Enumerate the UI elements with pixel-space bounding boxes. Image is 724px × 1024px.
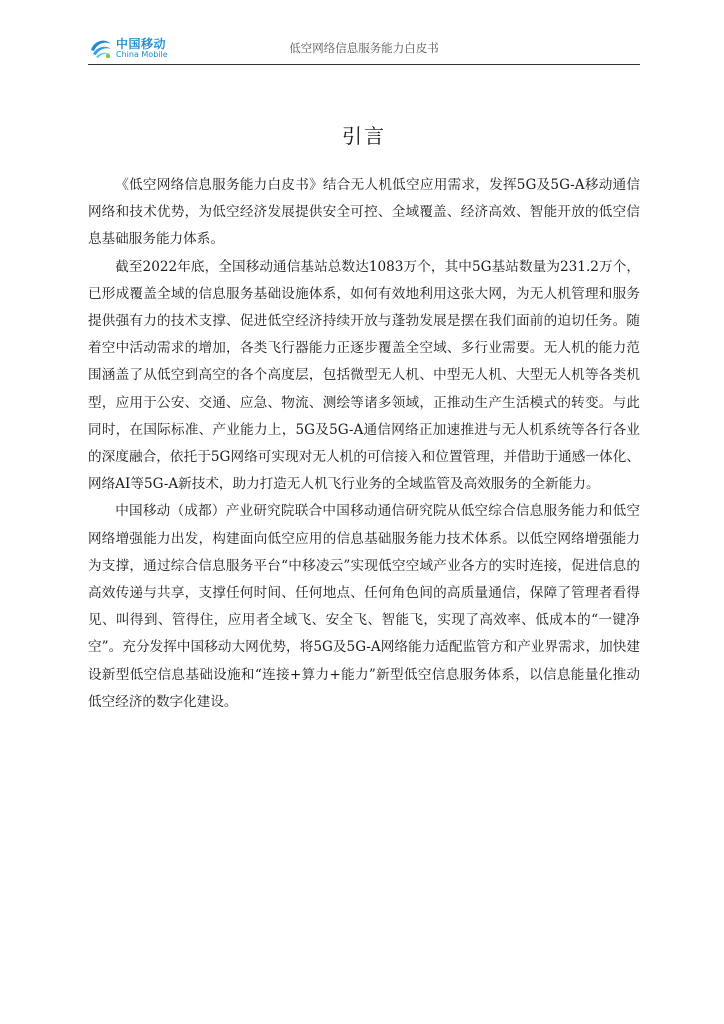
paragraph: 中国移动（成都）产业研究院联合中国移动通信研究院从低空综合信息服务能力和低空网络增强能力出发，构建面向低空应用的信息基础服务能力技术体系。以低空网络增强能力为支撑，通过综合信息服务平台“中移凌云”实现低空空域产业各方的实时连接，促进信息的高效传递与共享，支撑任何时间、任何地点、任何角色间的高质量通信，保障了管理者看得见、叫得到、管得住，应用者全域飞、安全飞、智能飞，实现了高效率、低成本的“一键净空”。充分发挥中国移动大网优势，将5G及5G-A网络能力适配监管方和产业界需求，加快建设新型低空信息基础设施和“连接+算力+能力”新型低空信息服务体系，以信息能量化推动低空经济的数字化建设。: [88, 503, 640, 710]
header-divider: [88, 64, 640, 65]
document-title: 低空网络信息服务能力白皮书: [289, 41, 439, 55]
logo-text-cn: 中国移动: [116, 37, 167, 51]
logo-text-en: China Mobile: [116, 50, 168, 59]
section-heading: 引言: [342, 124, 386, 148]
page-header: [88, 34, 640, 64]
paragraph: 截至2022年底，全国移动通信基站总数达1083万个，其中5G基站数量为231.2万个，已形成覆盖全域的信息服务基础设施体系，如何有效地利用这张大网，为无人机管理和服务提供强有力的技术支撑、促进低空经济持续开放与蓬勃发展是摆在我们面前的迫切任务。随着空中活动需求的增加，各类飞行器能力正逐步覆盖全空域、多行业需要。无人机的能力范围涵盖了从低空到高空的各个高度层，包括微型无人机、中型无人机、大型无人机等各类机型，应用于公安、交通、应急、物流、测绘等诸多领域，正推动生产生活模式的转变。与此同时，在国际标准、产业能力上，5G及5G-A通信网络正加速推进与无人机系统等各行各业的深度融合，依托于5G网络可实现对无人机的可信接入和位置管理，并借助于通感一体化、网络AI等5G-A新技术，助力打造无人机飞行业务的全域监管及高效服务的全新能力。: [88, 258, 640, 493]
body-text: [88, 172, 640, 716]
paragraph: 《低空网络信息服务能力白皮书》结合无人机低空应用需求，发挥5G及5G-A移动通信网络和技术优势，为低空经济发展提供安全可控、全域覆盖、经济高效、智能开放的低空信息基础服务能力体系。: [88, 177, 640, 248]
